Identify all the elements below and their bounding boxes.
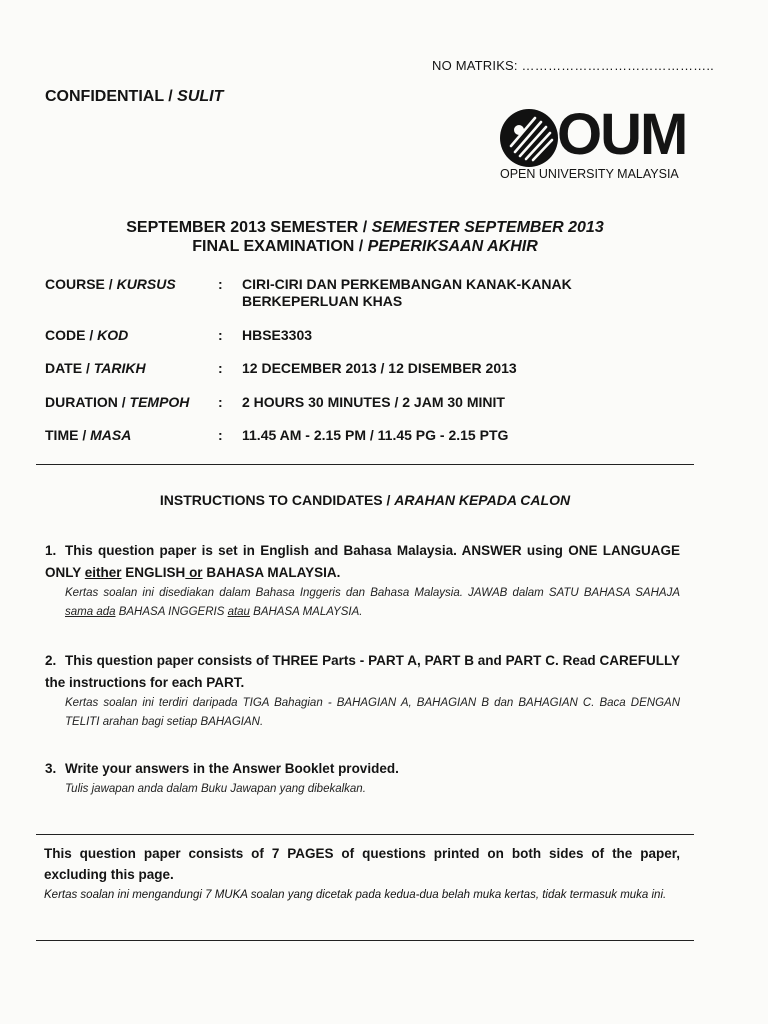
instruction-item-2 xyxy=(45,650,680,732)
confidential-label xyxy=(45,88,223,106)
info-value: HBSE3303 xyxy=(242,327,313,343)
matriks-field: NO MATRIKS: …………………………………….. xyxy=(432,58,714,73)
semester-title xyxy=(0,219,730,237)
instructions-heading xyxy=(0,492,730,508)
info-value: 2 HOURS 30 MINUTES / 2 JAM 30 MINIT xyxy=(242,394,505,410)
page-count-note-ms: Kertas soalan ini mengandungi 7 MUKA soalan yang dicetak pada kedua-dua belah muka kertas, tidak termasuk muka ini. xyxy=(44,889,667,901)
page-count-note-en: This question paper consists of 7 PAGES of questions printed on both sides of the paper, excluding this page. xyxy=(44,846,680,882)
instruction-ms: Kertas soalan ini terdiri daripada TIGA Bahagian - BAHAGIAN A, BAHAGIAN B dan BAHAGIAN C. Baca DENGAN TELITI arahan bagi setiap BAHAGIAN. xyxy=(65,697,680,728)
logo-text: OUM xyxy=(557,102,687,167)
info-label: CODE / KOD xyxy=(45,327,129,343)
semester-title-ms: SEMESTER SEPTEMBER 2013 xyxy=(371,219,604,236)
divider-line xyxy=(36,834,694,835)
instruction-item-1 xyxy=(45,540,680,622)
info-colon: : xyxy=(218,276,223,292)
instruction-ms: Tulis jawapan anda dalam Buku Jawapan yang dibekalkan. xyxy=(65,783,366,795)
instruction-en: 2. This question paper consists of THREE Parts - PART A, PART B and PART C. Read CAREFULLY the instructions for each PART. xyxy=(45,653,680,690)
instruction-en: 3. Write your answers in the Answer Booklet provided. xyxy=(45,761,399,776)
info-value: 11.45 AM - 2.15 PM / 11.45 PG - 2.15 PTG xyxy=(242,427,509,443)
instructions-heading-ms: ARAHAN KEPADA CALON xyxy=(394,492,571,508)
exam-title-ms: PEPERIKSAAN AKHIR xyxy=(367,238,538,255)
oum-logo xyxy=(497,102,697,186)
instruction-item-3 xyxy=(45,758,680,799)
info-value: CIRI-CIRI DAN PERKEMBANGAN KANAK-KANAK BERKEPERLUAN KHAS xyxy=(242,276,572,309)
divider-line xyxy=(36,464,694,465)
info-label: TIME / MASA xyxy=(45,427,132,443)
exam-title-en: FINAL EXAMINATION / xyxy=(192,238,368,255)
page-count-note xyxy=(44,843,680,905)
divider-line xyxy=(36,940,694,941)
instruction-en: 1. This question paper is set in English and Bahasa Malaysia. ANSWER using ONE LANGUAGE ONLY either ENGLISH or BAHASA MALAYSIA. xyxy=(45,543,680,580)
logo-subtitle: OPEN UNIVERSITY MALAYSIA xyxy=(500,167,679,181)
info-colon: : xyxy=(218,427,223,443)
info-label: DATE / TARIKH xyxy=(45,360,146,376)
info-label: COURSE / KURSUS xyxy=(45,276,176,292)
exam-title xyxy=(0,238,730,256)
confidential-en: CONFIDENTIAL / xyxy=(45,88,178,105)
confidential-ms: SULIT xyxy=(177,88,224,105)
info-colon: : xyxy=(218,327,223,343)
info-colon: : xyxy=(218,394,223,410)
instruction-ms: Kertas soalan ini disediakan dalam Bahasa Inggeris dan Bahasa Malaysia. JAWAB dalam SATU BAHASA SAHAJA sama ada BAHASA INGGERIS atau BAHASA MALAYSIA. xyxy=(65,587,680,618)
instructions-heading-en: INSTRUCTIONS TO CANDIDATES / xyxy=(159,492,395,508)
info-colon: : xyxy=(218,360,223,376)
info-value: 12 DECEMBER 2013 / 12 DISEMBER 2013 xyxy=(242,360,517,376)
info-label: DURATION / TEMPOH xyxy=(45,394,190,410)
semester-title-en: SEPTEMBER 2013 SEMESTER / xyxy=(126,219,372,236)
oum-emblem-icon xyxy=(497,106,561,170)
